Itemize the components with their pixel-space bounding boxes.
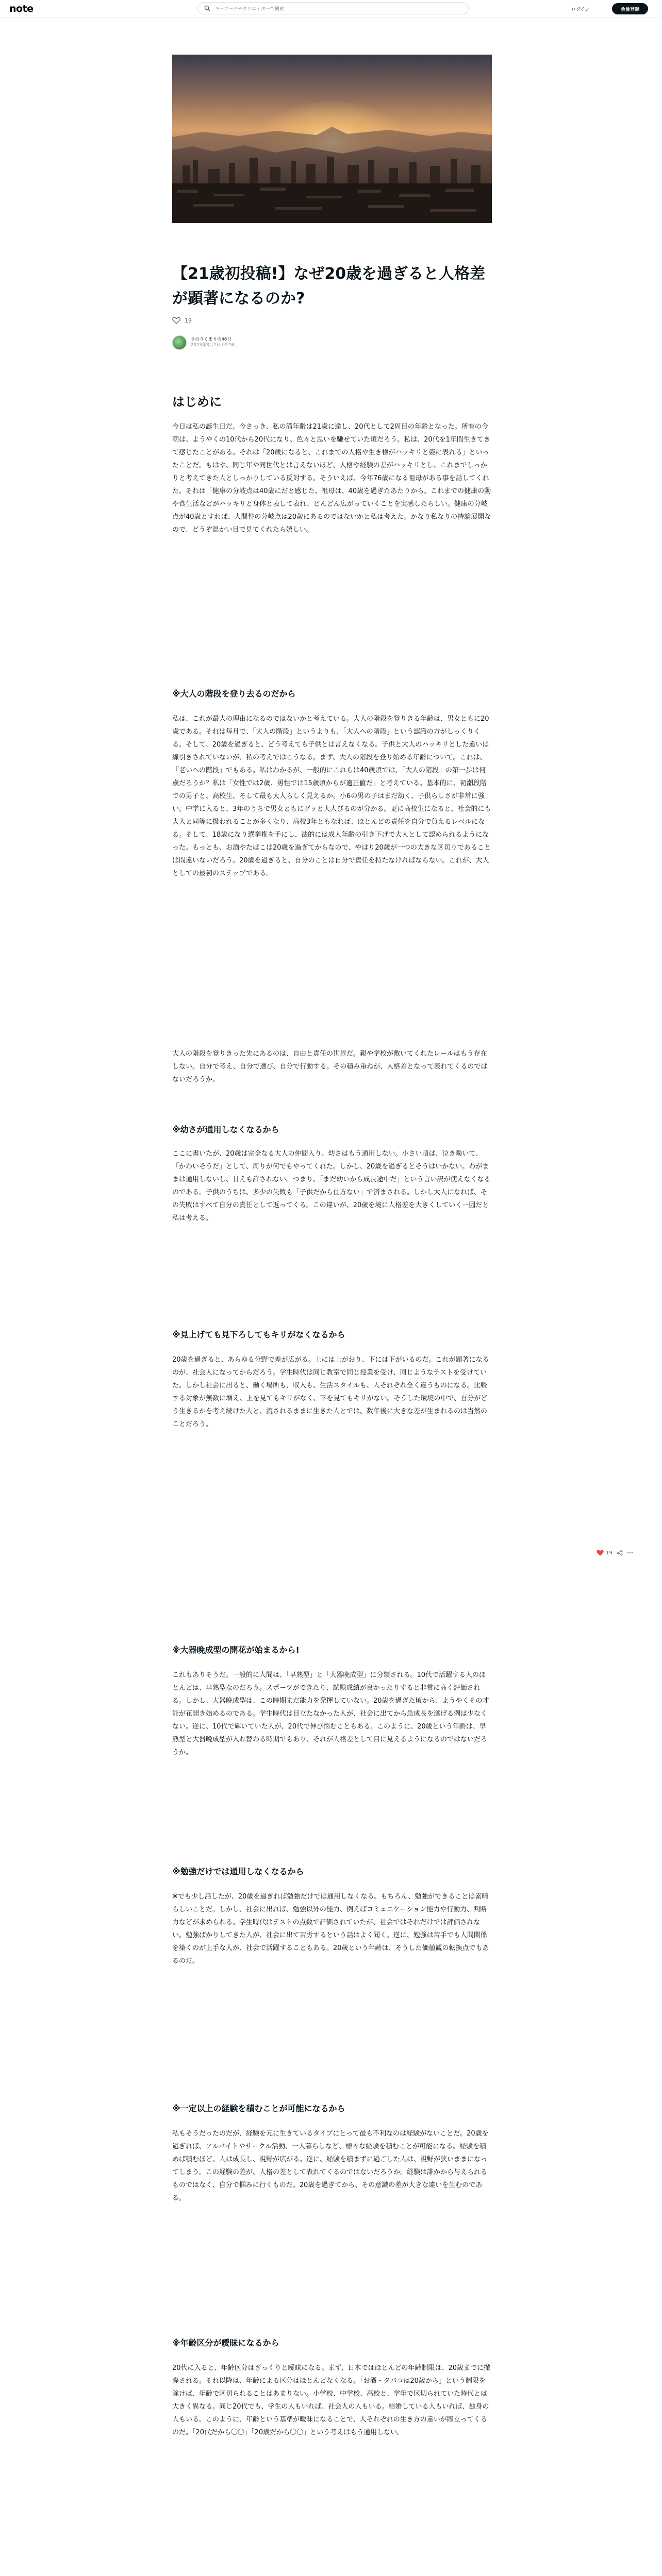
avatar[interactable] (172, 335, 187, 350)
author-name[interactable]: さのりくまりの46日 (191, 336, 231, 342)
heart-icon[interactable] (172, 317, 180, 324)
login-button[interactable]: ログイン (571, 7, 590, 12)
section-subheading: ※大器晩成型の開花が始まるから! (172, 1645, 300, 1655)
search-placeholder: キーワードやクリエイターで検索 (214, 6, 284, 12)
like-count[interactable]: 19 (185, 317, 192, 324)
section-paragraph: これもありそうだ。一般的に人間は、「早熟型」と「大器晩成型」に分類される。10代で活躍する人のほとんどは、早熟型なのだろう。スポーツができたり、試験成績が良かったりすると非常に高く評価される。しかし、大器晩成型は、この時期まだ能力を発揮していない。20歳を過ぎた頃から、ようやくその才能が花開き始めるのである。学生時代は目立たなかった人が、社会に出てから急成長を遂げる例は少なくない。逆に、10代で輝いていた人が、20代で伸び悩むこともある。このように、20歳という年齢は、早熟型と大器晩成型が入れ替わる時期でもあり、それが人格差として目に見えるようになるのではないだろうか。 (172, 1671, 489, 1756)
section-subheading: ※幼さが通用しなくなるから (172, 1125, 279, 1134)
section-paragraph: 20歳を過ぎると、あらゆる分野で差が広がる。上には上がおり、下には下がいるのだ。これが顕著になるのが、社会人になってからだろう。学生時代は同じ教室で同じ授業を受け、同じようなテストを受けていた。しかし社会に出ると、働く場所も、収入も、生活スタイルも、人それぞれ全く違うものになる。比較する対象が無数に増え、上を見てもキリがなく、下を見てもキリがない。そうした環境の中で、自分がどう生きるかを考え続けた人と、流されるままに生きた人とでは、数年後に大きな差が生まれるのは当然のことだろう。 (172, 1356, 489, 1428)
section-subheading: ※見上げても見下ろしてもキリがなくなるから (172, 1330, 345, 1340)
section-subheading: ※勉強だけでは通用しなくなるから (172, 1867, 304, 1876)
section-paragraph: 私は、これが最大の理由になるのではないかと考えている。大人の階段を登りきる年齢は、男女ともに20歳である。それは毎月で、「大人の階段」というよりも、「大人への階段」という認識の方がしっくりくる。そして、20歳を過ぎると、どう考えても子供とは言えなくなる。子供と大人のハッキリとした違いは線引きされていないが、私の考えではこうなる。まず、大人の階段を登り始める年齢について。これは、「老いへの階段」でもある。私はわかるが、一般的にこれらは40歳頃では、「大人の階段」の第一歩は何歳だろうか？私は「女性では2歳、男性では15歳頃からが適正値だ」と考えている。基本的に、初潮段階での男子と、高校生、そして最も大人らしく見えるか。小6の男の子はまだ幼く、子供らしさが非常に強い。中学に入ると、3年のうちで男女ともにグッと大人びるのが分かる。更に高校生になると、社会的にも大人と同等に扱われることが多くなり、高校3年ともなれば、ほとんどの責任を自分で負えるレベルになる。そして、18歳になり選挙権を手にし、法的には成人年齢の引き下げで大人として認められるようになった。もっとも、お酒やたばこは20歳を過ぎてからなので、やはり20歳が一つの大きな区切りであることは間違いないだろう。20歳を過ぎると、自分のことは自分で責任を持たなければならない。これが、大人としての最初のステップである。 (172, 715, 491, 877)
section-heading: はじめに (172, 395, 222, 409)
section-paragraph: 大人の階段を登りきった先にあるのは、自由と責任の世界だ。親や学校が敷いてくれたレールはもう存在しない。自分で考え、自分で選び、自分で行動する。その積み重ねが、人格差となって表れてくるのではないだろうか。 (172, 1050, 488, 1083)
top-header (0, 0, 662, 18)
author-info (172, 335, 235, 350)
section-paragraph: 20代に入ると、年齢区分はざっくりと曖昧になる。まず、日本ではほとんどの年齢制限は、20歳までに撤廃される。それ以降は、年齢による区分はほとんどなくなる。「お酒・タバコは20歳から」という制限を除けば、年齢で区切られることはあまりない。小学校、中学校、高校と、学年で区切られていた時代とは大きく異なる。同じ20代でも、学生の人もいれば、社会人の人もいる。結婚している人もいれば、独身の人もいる。このように、年齢という基準が曖昧になることで、人それぞれの生き方の違いが際立ってくるのだ。「20代だから〇〇」「20歳だから〇〇」という考えはもう通用しない。 (172, 2364, 491, 2436)
city-sunset-illustration (172, 55, 492, 223)
heart-icon (597, 1550, 604, 1556)
floating-like-button[interactable] (597, 1550, 613, 1556)
section-subheading: ※年齢区分が曖昧になるから (172, 2338, 279, 2348)
floating-actions (597, 1550, 633, 1556)
search-icon (204, 5, 210, 11)
publish-date: 2023年8月7日 07:56 (191, 343, 235, 348)
like-row (172, 317, 192, 324)
search-input[interactable] (197, 2, 469, 14)
article-title: 【21歳初投稿!】なぜ20歳を過ぎると人格差が顕著になるのか? (172, 265, 486, 308)
section-subheading: ※一定以上の経験を積むことが可能になるから (172, 2104, 345, 2113)
section-paragraph: 私もそうだったのだが、経験を元に生きているタイプにとって最も不利なのは経験がないことだ。20歳を過ぎれば、アルバイトやサークル活動、一人暮らしなど、様々な経験を積むことが可能になる。経験を積めば積むほど、人は成長し、視野が広がる。逆に、経験を積まずに過ごした人は、視野が狭いままになってしまう。この経験の差が、人格の差として表れてくるのではないだろうか。経験は誰かから与えられるものではなく、自分で掴みに行くものだ。20歳を過ぎてから、その意識の差が大きな違いを生むのである。 (172, 2130, 489, 2202)
share-icon[interactable] (617, 1550, 623, 1556)
floating-like-count: 19 (606, 1550, 613, 1556)
section-subheading: ※大人の階段を登り去るのだから (172, 689, 296, 699)
note-logo[interactable]: note (9, 3, 34, 14)
section-paragraph: ここに書いたが、20歳は完全なる大人の仲間入り、幼さはもう通用しない。小さい頃は、泣き喚いて、「かわいそうだ」として、周りが何でもやってくれた。しかし、20歳を過ぎるとそうはいかない。わがままは通用しないし、甘えも許されない。つまり、「まだ幼いから成長途中だ」という言い訳が使えなくなるのである。子供のうちは、多少の失敗も「子供だから仕方ない」で済まされる。しかし大人になれば、その失敗はすべて自分の責任として返ってくる。この違いが、20歳を境に人格差を大きくしていく一因だと私は考える。 (172, 1150, 491, 1222)
more-icon[interactable] (627, 1550, 633, 1556)
section-paragraph: ※でも少し話したが、20歳を過ぎれば勉強だけでは通用しなくなる。もちろん、勉強ができることは素晴らしいことだ。しかし、社会に出れば、勉強以外の能力、例えばコミュニケーション能力や行動力、判断力などが求められる。学生時代はテストの点数で評価されていたが、社会ではそれだけでは評価されない。勉強ばかりしてきた人が、社会に出て苦労するという話はよく聞く。逆に、勉強は苦手でも人間関係を築くのが上手な人が、社会で活躍することもある。20歳という年齢は、そうした価値観の転換点でもあるのだ。 (172, 1893, 489, 1965)
section-paragraph: 今日は私の誕生日だ。今さっき、私の満年齢は21歳に達し、20代として2周目の年齢となった。所有の今朝は、ようやくの10代から20代になり、色々と思いを馳せていた頃だろう。私は、20代を1年間生きてきて感じたことがある。それは「20歳になると、これまでの人格や生き様がハッキリと姿に表れる」といったことだ。もはや、同じ年や同世代とは言えないほど、人格や経験の差がハッキリとし、これまでしっかりと考えてきた人としっかりしている反対する。そういえば、今年76歳になる祖母がある事を話してくれた。それは「健康の分岐点は40歳にだと感じた、祖母は、40歳を過ぎたあたりから、これまでの健康の動や食生活などがハッキリと身体と表して表れ、どんどん広がっていくことを実感したらしい。健康の分岐点が40歳とすれば、人間性の分岐点は20歳にあるのではないかと私は考えた。かなり私なりの持論展開なので、どうぞ温かい目で見てくれたら嬉しい。 (172, 423, 491, 534)
join-button[interactable]: 会員登録 (612, 3, 648, 14)
hero-image (172, 55, 492, 223)
